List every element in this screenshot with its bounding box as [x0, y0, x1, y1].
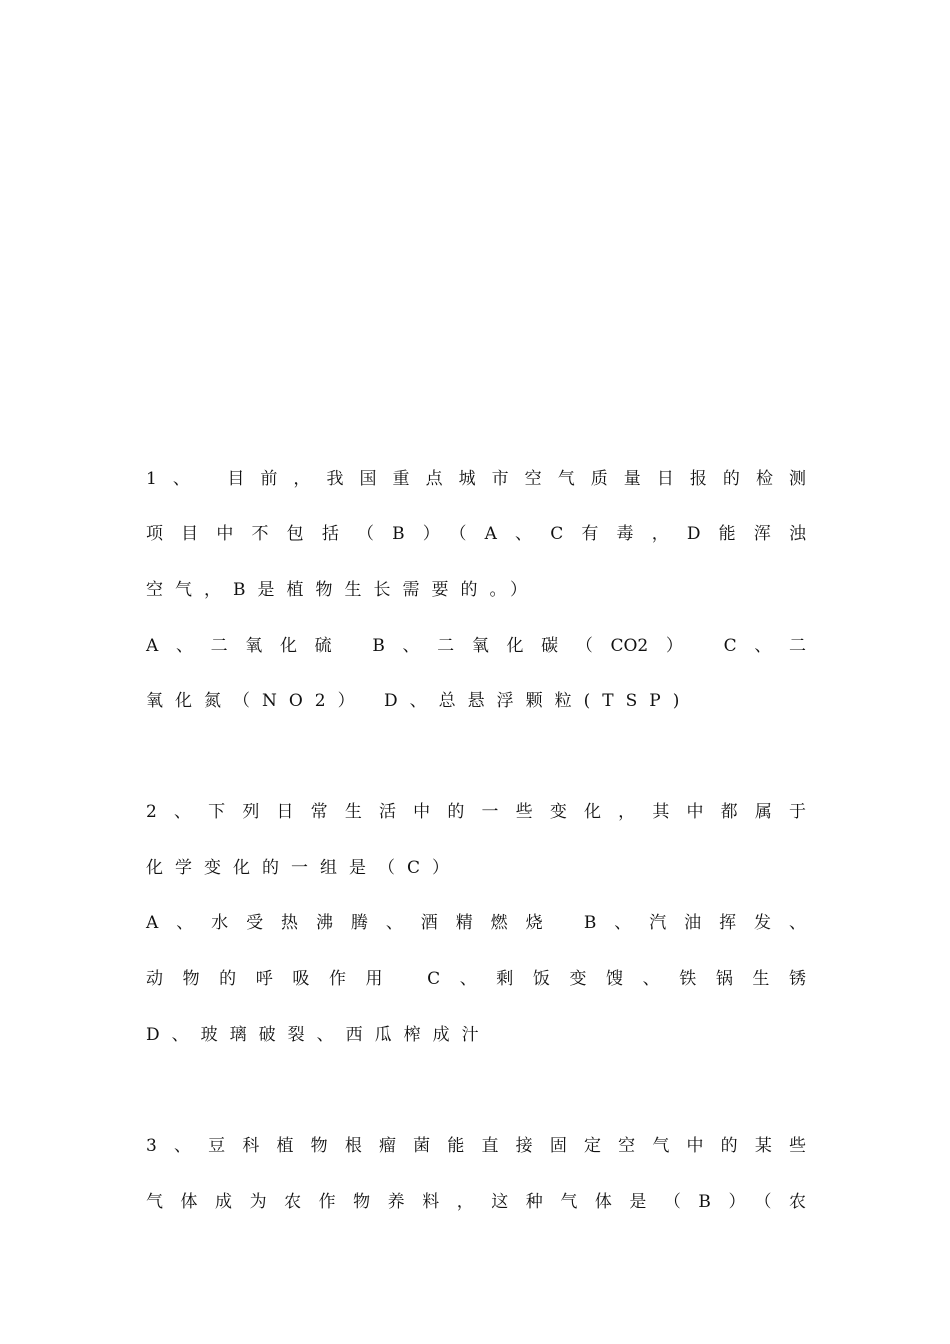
- question-3-line-2: 气体成为农作物养料，这种气体是（B）（农: [146, 1192, 806, 1212]
- question-2-options-line-2: 动物的呼吸作用 C、剩饭变馊、铁锅生锈: [146, 969, 806, 989]
- question-1-line-1: 1、 目前，我国重点城市空气质量日报的检测: [146, 469, 806, 489]
- question-1-options-line-2: 氧化氮（NO2） D、总悬浮颗粒(TSP): [146, 691, 692, 711]
- question-2-line-2: 化学变化的一组是（C）: [146, 858, 462, 878]
- question-3-line-1: 3、豆科植物根瘤菌能直接固定空气中的某些: [146, 1136, 806, 1156]
- question-2-options-line-3: D、玻璃破裂、西瓜榨成汁: [146, 1025, 491, 1045]
- question-1-line-2: 项目中不包括（B）（A、C有毒，D能浑浊: [146, 524, 806, 544]
- question-1-line-3: 空气，B是植物生长需要的。）: [146, 580, 539, 600]
- question-2-options-line-1: A、水受热沸腾、酒精燃烧 B、汽油挥发、: [146, 913, 806, 933]
- question-2-line-1: 2、下列日常生活中的一些变化，其中都属于: [146, 802, 806, 822]
- question-1-options-line-1: A、二氧化硫 B、二氧化碳（CO2） C、二: [146, 636, 806, 656]
